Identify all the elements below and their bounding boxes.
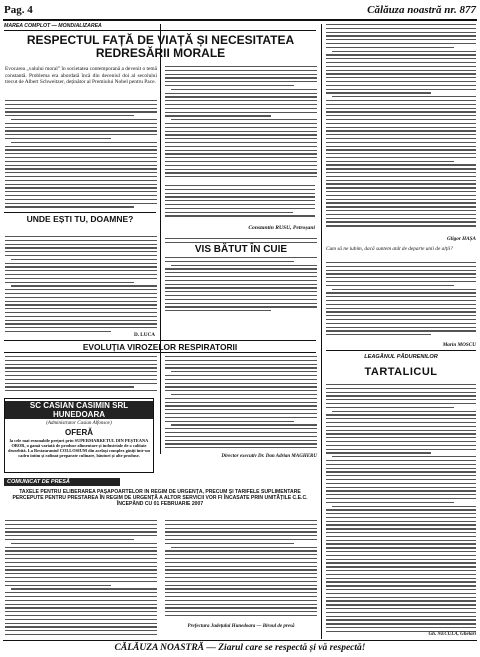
signature-box	[165, 185, 315, 235]
article3-signature: Director executiv Dr. Dan Adrian MAGHERU	[221, 454, 317, 459]
ad-subtitle: (Administrator Casian Alfonsov)	[46, 421, 112, 426]
masthead: Călăuza noastră nr. 877	[367, 4, 476, 16]
article3-title: EVOLUȚIA VIROZELOR RESPIRATORII	[82, 342, 238, 352]
article5-title: TARTALICUL	[364, 366, 438, 378]
ad-box	[4, 398, 154, 473]
article4-quote: Cum să ne iubim, dacă suntem atât de departe unii de alții?	[326, 246, 453, 252]
article4-signature: Marin MOSCU	[442, 342, 476, 348]
article5-signature: Gh. NECULA, Ghelari	[326, 632, 476, 637]
communique-title: TAXELE PENTRU ELIBERAREA PAȘAPOARTELOR ÎN REGIM DE URGENȚĂ, PRECUM ȘI TARIFELE SUPLIMENTARE PERCEPUTE PENTRU PRESTAREA ÎN REGIM DE URGENȚĂ A ALTOR SERVICII VOR FI ÎNCASATE PRIN UNITĂȚILE C.E.C. ÎNCEPÂND CU 01 FEBRUARIE 2007	[12, 489, 308, 508]
article2-signature: D. LUCA	[133, 332, 155, 338]
communique-label: COMUNICAT DE PRESĂ	[4, 478, 120, 486]
signature-rusu: Constantin RUSU, Petroșani	[248, 225, 315, 231]
section-label: MAREA COMPLOT — MONDIALIZAREA	[4, 23, 102, 29]
article4-title: VIS BĂTUT ÎN CUIE	[163, 244, 319, 255]
article1-intro: Evocarea „valului moral” în societatea contemporană a devenit o temă constantă. Problema era abordată încă din deceniul doi al secolului trecut de Albert Schweitzer, deținător al Premiului Nobel pentru Pace.	[5, 66, 157, 86]
ad-company: SC CASIAN CASIMIN SRL HUNEDOARA	[5, 401, 153, 419]
article1-title: RESPECTUL FAȚĂ DE VIAȚĂ ȘI NECESITATEA REDRESĂRII MORALE	[26, 33, 295, 60]
page-number: Pag. 4	[4, 4, 33, 16]
signature-hasa: Gligor HAȘA	[447, 236, 476, 242]
ad-text: la cele mai rezonabile prețuri prin SUPERMARKETUL DIN PEȘTEANA OBOR, o gamă variată de produse alimentare și industriale de o calitate deosebită. La Restaurantul COLLOSIUM din același complex găsiți într-un cadru intim și rafinat preparate culinare, băuturi și alte produse.	[8, 438, 150, 459]
footer-slogan: CĂLĂUZA NOASTRĂ — Ziarul care se respectă și vă respectă!	[114, 643, 366, 653]
article5-label: LEAGĂNUL PĂDURENILOR	[364, 354, 438, 360]
article2-title: UNDE EȘTI TU, DOAMNE?	[26, 214, 134, 224]
ad-offer: OFERĂ	[65, 428, 93, 437]
communique-signature: Prefectura Județului Hunedoara — Biroul de presă	[187, 624, 295, 629]
